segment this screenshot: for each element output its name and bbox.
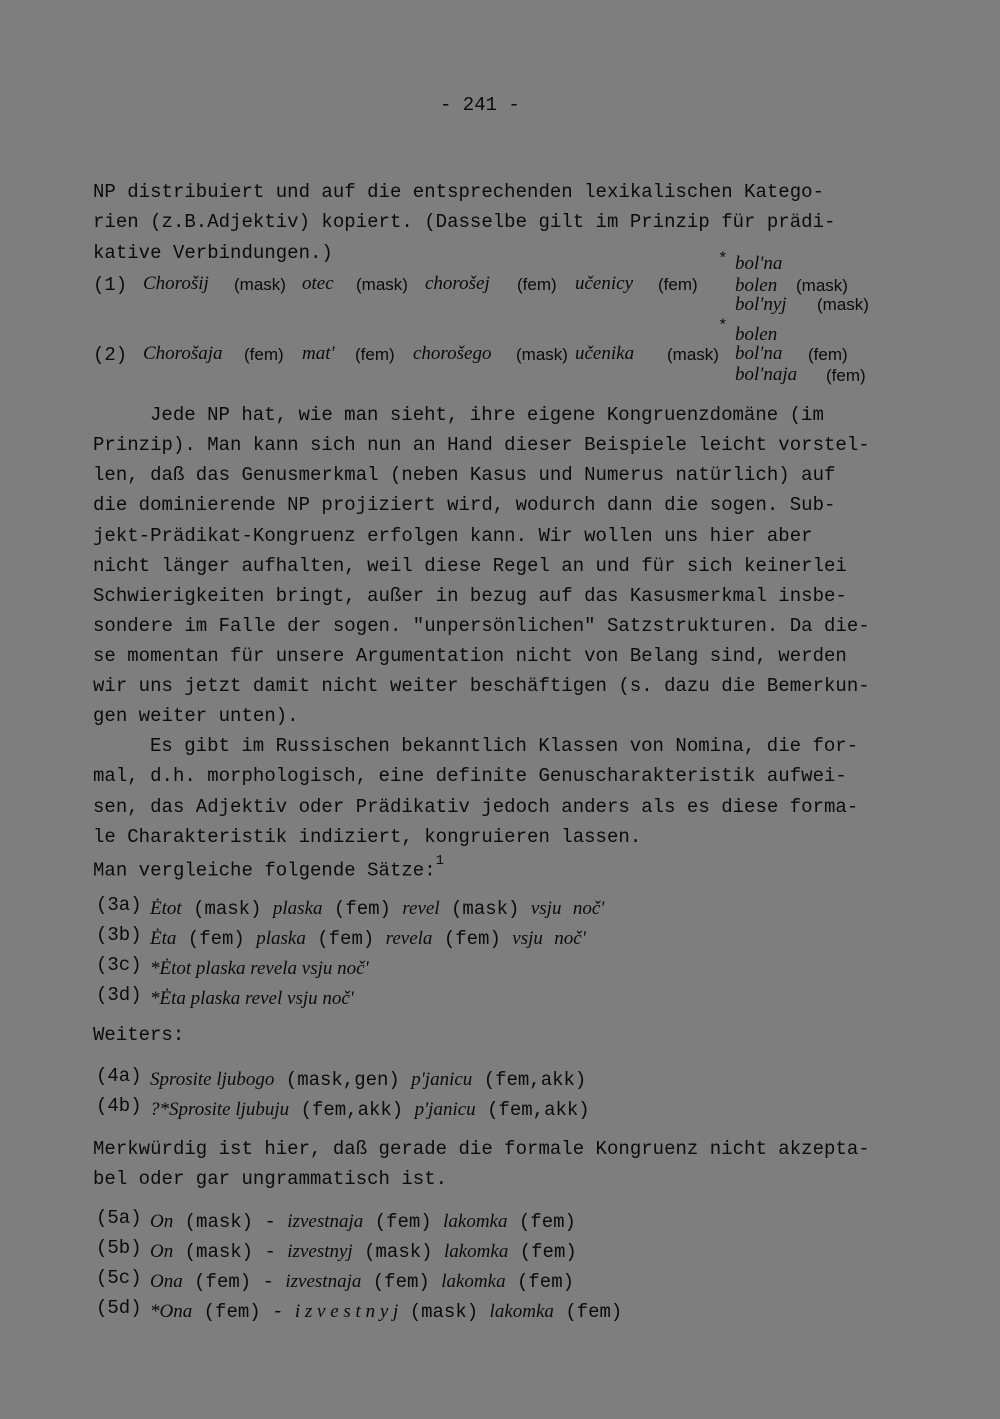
example-sentence [96,984,354,1009]
gender-tag: (fem) [516,1271,574,1293]
gender-tag: (fem) [317,928,375,950]
gender-tag: - [262,1271,274,1293]
example-sentence [96,1297,623,1323]
gender-tag: (fem) [808,345,848,364]
example-number: (3b) [96,924,142,946]
gender-tag: (fem) [374,1211,432,1233]
weiters-label: Weiters: [93,1024,185,1046]
ungrammatical-star: * [718,250,728,268]
gender-tag: (mask) [817,295,869,314]
text-line: le Charakteristik indiziert, kongruieren lassen. [93,826,642,848]
gender-tag: (mask) [667,345,719,364]
text-line: jekt-Prädikat-Kongruenz erfolgen kann. Wir wollen uns hier aber [93,525,813,547]
example-word: lakomka [443,1241,509,1262]
gender-tag: (mask,gen) [285,1069,400,1091]
gender-tag: (fem) [519,1241,577,1263]
gender-tag: (mask) [234,275,286,294]
gender-tag: - [264,1211,276,1233]
footnote-mark: 1 [435,853,445,869]
gender-tag: (fem) [372,1271,430,1293]
example-word: izvestnaja [287,1211,364,1232]
example-sentence [96,1267,574,1293]
text-line [93,853,445,882]
example-word: plaska [272,898,323,919]
gender-tag: - [272,1301,284,1323]
alternative-word: bol'naja [735,364,798,385]
gender-tag: (fem) [565,1301,623,1323]
gender-tag: (fem) [443,928,501,950]
example-word: noč' [554,928,586,949]
text-line: gen weiter unten). [93,705,299,727]
example-word: učenicy [575,273,634,294]
example-word: revel [402,898,440,919]
text-line: die dominierende NP projiziert wird, wodurch dann die sogen. Sub- [93,494,836,516]
example-word: *Ona [150,1301,193,1322]
example-word: *Ėta plaska revel vsju noč' [150,988,354,1009]
text-line: nicht länger aufhalten, weil diese Regel an und für sich keinerlei [93,555,847,577]
example-word: plaska [256,928,306,949]
text-line: kative Verbindungen.) [93,242,333,264]
text-line: bel oder gar ungrammatisch ist. [93,1168,448,1190]
example-sentence [96,1207,576,1233]
gender-tag: (fem) [333,898,391,920]
gender-tag: (fem) [355,345,395,364]
example-number: (3c) [96,954,142,976]
example-word: revela [385,928,433,949]
example-number: (4b) [96,1095,142,1117]
example-sentence [96,1237,577,1263]
example-word: p'janicu [411,1069,473,1090]
example-word: lakomka [489,1301,554,1322]
gender-tag: (fem) [244,345,284,364]
ungrammatical-star: * [718,317,728,335]
text-line: Prinzip). Man kann sich nun an Hand dieser Beispiele leicht vorstel- [93,434,870,456]
example-word: Chorošaja [143,343,223,364]
example-sentence [96,924,586,950]
example-number: (3d) [96,984,142,1006]
gender-tag: (fem) [518,1211,576,1233]
example-word: ?*Sprosite ljubuju [150,1099,290,1120]
example-word: Sprosite ljubogo [150,1069,275,1090]
text-line: sen, das Adjektiv oder Prädikativ jedoch anders als es diese forma- [93,796,859,818]
gender-tag: (mask) [451,898,520,920]
example-word: lakomka [441,1271,506,1292]
gender-tag: (mask) [409,1301,479,1323]
example-word: lakomka [443,1211,508,1232]
example-word: Ona [150,1271,183,1292]
alternative-word: bol'nyj [735,294,787,315]
text-line: Merkwürdig ist hier, daß gerade die formale Kongruenz nicht akzepta- [93,1138,870,1160]
text-line: NP distribuiert und auf die entsprechenden lexikalischen Katego- [93,181,824,203]
example-number: (5a) [96,1207,142,1229]
gender-tag: (fem) [194,1271,252,1293]
gender-tag: (fem) [517,275,557,294]
page-number: - 241 - [440,94,520,116]
example-word: vsju [512,928,543,949]
example-number: (5b) [96,1237,142,1259]
example-sentence [96,1095,590,1121]
example-number: (5d) [96,1297,142,1319]
text-line: se momentan für unsere Argumentation nicht von Belang sind, werden [93,645,847,667]
example-word: vsju [530,898,562,919]
example-number: (4a) [96,1065,142,1087]
gender-tag: (mask) [364,1241,433,1263]
gender-tag: (mask) [796,276,848,295]
alternative-word: bolen [735,275,778,296]
example-word: *Ėtot plaska revela vsju noč' [150,958,369,979]
example-word: noč' [572,898,605,919]
gender-tag: (fem) [826,366,866,385]
example-word: mat' [302,343,335,364]
example-sentence [96,1065,587,1091]
example-number: (5c) [96,1267,142,1289]
alternative-word: bolen [735,324,778,345]
alternative-word: bol'na [735,253,783,274]
gender-tag: (fem) [658,275,698,294]
example-number: (3a) [96,894,142,916]
example-word: otec [302,273,334,294]
gender-tag: (mask) [356,275,408,294]
gender-tag: - [264,1241,276,1263]
example-word: chorošej [425,273,490,294]
gender-tag: (mask) [516,345,568,364]
example-word: On [150,1241,174,1262]
gender-tag: (mask) [184,1211,254,1233]
example-sentence [96,894,605,920]
gender-tag: (fem) [203,1301,261,1323]
example-word: i z v e s t n y j [294,1301,399,1322]
text-line: rien (z.B.Adjektiv) kopiert. (Dasselbe gilt im Prinzip für prädi- [93,211,836,233]
text-line: mal, d.h. morphologisch, eine definite Genuscharakteristik aufwei- [93,765,847,787]
example-word: Ėtot [150,898,182,919]
example-word: Ėta [150,928,177,949]
example-word: izvestnaja [285,1271,362,1292]
example-word: Chorošij [143,273,209,294]
text-line: Es gibt im Russischen bekanntlich Klassen von Nomina, die for- [150,735,859,757]
compare-text: Man vergleiche folgende Sätze: [93,859,436,882]
example-word: On [150,1211,174,1232]
example-word: učenika [575,343,635,364]
example-word: chorošego [413,343,492,364]
text-line: Jede NP hat, wie man sieht, ihre eigene Kongruenzdomäne (im [150,404,824,426]
text-line: Schwierigkeiten bringt, außer in bezug auf das Kasusmerkmal insbe- [93,585,847,607]
gender-tag: (fem) [187,928,245,950]
example-sentence [96,954,369,979]
example-number: (1) [93,274,128,296]
gender-tag: (mask) [193,898,262,920]
gender-tag: (fem,akk) [483,1069,587,1091]
text-line: len, daß das Genusmerkmal (neben Kasus und Numerus natürlich) auf [93,464,836,486]
example-word: p'janicu [414,1099,476,1120]
gender-tag: (mask) [184,1241,254,1263]
example-number: (2) [93,344,128,366]
text-line: sondere im Falle der sogen. "unpersönlichen" Satzstrukturen. Da die- [93,615,870,637]
alternative-word: bol'na [735,343,783,364]
gender-tag: (fem,akk) [300,1099,404,1121]
example-word: izvestnyj [287,1241,353,1262]
gender-tag: (fem,akk) [487,1099,590,1121]
text-line: wir uns jetzt damit nicht weiter beschäftigen (s. dazu die Bemerkun- [93,675,870,697]
